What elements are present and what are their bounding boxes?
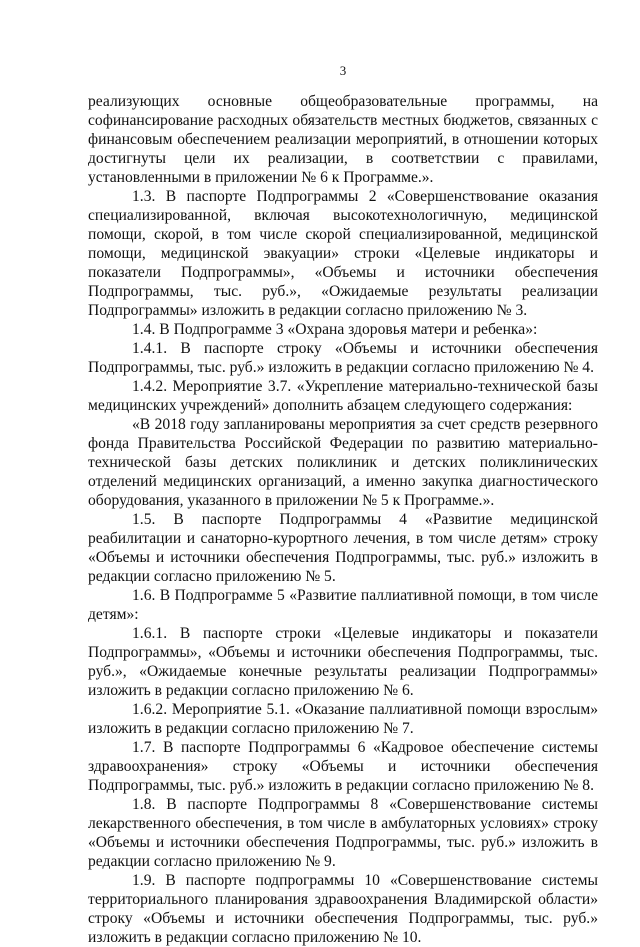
- paragraph-1-9: 1.9. В паспорте подпрограммы 10 «Совершенствование системы территориального планирования здравоохранения Владимирской области» строку «Объемы и источники обеспечения Подпрограммы, тыс. руб.» изложить в редакции согласно приложению № 10.: [88, 872, 598, 946]
- paragraph-continuation: реализующих основные общеобразовательные программы, на софинансирование расходных обязательств местных бюджетов, связанных с финансовым обеспечением реализации мероприятий, в отношении которых достигнуты цели их реализации, в соответствии с правилами, установленными в приложении № 6 к Программе.».: [88, 93, 598, 186]
- paragraph-quote-2018: «В 2018 году запланированы мероприятия за счет средств резервного фонда Правительства Российской Федерации по развитию материально-технической базы детских поликлиник и детских поликлинических отделений медицинских организаций, а именно закупка диагностического оборудования, указанного в приложении № 5 к Программе.».: [88, 416, 598, 509]
- paragraph-1-6: 1.6. В Подпрограмме 5 «Развитие паллиативной помощи, в том числе детям»:: [88, 587, 598, 623]
- paragraph-1-8: 1.8. В паспорте Подпрограммы 8 «Совершенствование системы лекарственного обеспечения, в том числе в амбулаторных условиях» строку «Объемы и источники обеспечения Подпрограммы, тыс. руб.» изложить в редакции согласно приложению № 9.: [88, 796, 598, 870]
- paragraph-1-4: 1.4. В Подпрограмме 3 «Охрана здоровья матери и ребенка»:: [132, 321, 538, 338]
- paragraph-1-4-2: 1.4.2. Мероприятие 3.7. «Укрепление материально-технической базы медицинских учреждений» дополнить абзацем следующего содержания:: [88, 378, 598, 414]
- paragraph-1-6-2: 1.6.2. Мероприятие 5.1. «Оказание паллиативной помощи взрослым» изложить в редакции согласно приложению № 7.: [88, 701, 598, 737]
- page-number: 3: [339, 63, 347, 78]
- paragraph-1-5: 1.5. В паспорте Подпрограммы 4 «Развитие медицинской реабилитации и санаторно-курортного лечения, в том числе детям» строку «Объемы и источники обеспечения Подпрограммы, тыс. руб.» изложить в редакции согласно приложению № 5.: [88, 511, 598, 585]
- paragraph-1-4-1: 1.4.1. В паспорте строку «Объемы и источники обеспечения Подпрограммы, тыс. руб.» изложить в редакции согласно приложению № 4.: [88, 340, 598, 376]
- paragraph-1-6-1: 1.6.1. В паспорте строки «Целевые индикаторы и показатели Подпрограммы», «Объемы и источники обеспечения Подпрограммы, тыс. руб.», «Ожидаемые конечные результаты реализации Подпрограммы» изложить в редакции согласно приложению № 6.: [88, 625, 598, 699]
- paragraph-1-7: 1.7. В паспорте Подпрограммы 6 «Кадровое обеспечение системы здравоохранения» строку «Объемы и источники обеспечения Подпрограммы, тыс. руб.» изложить в редакции согласно приложению № 8.: [88, 739, 598, 794]
- paragraph-1-3: 1.3. В паспорте Подпрограммы 2 «Совершенствование оказания специализированной, включая высокотехнологичную, медицинской помощи, скорой, в том числе скорой специализированной, медицинской помощи, медицинской эвакуации» строки «Целевые индикаторы и показатели Подпрограммы», «Объемы и источники обеспечения Подпрограммы, тыс. руб.», «Ожидаемые результаты реализации Подпрограммы» изложить в редакции согласно приложению № 3.: [88, 188, 598, 319]
